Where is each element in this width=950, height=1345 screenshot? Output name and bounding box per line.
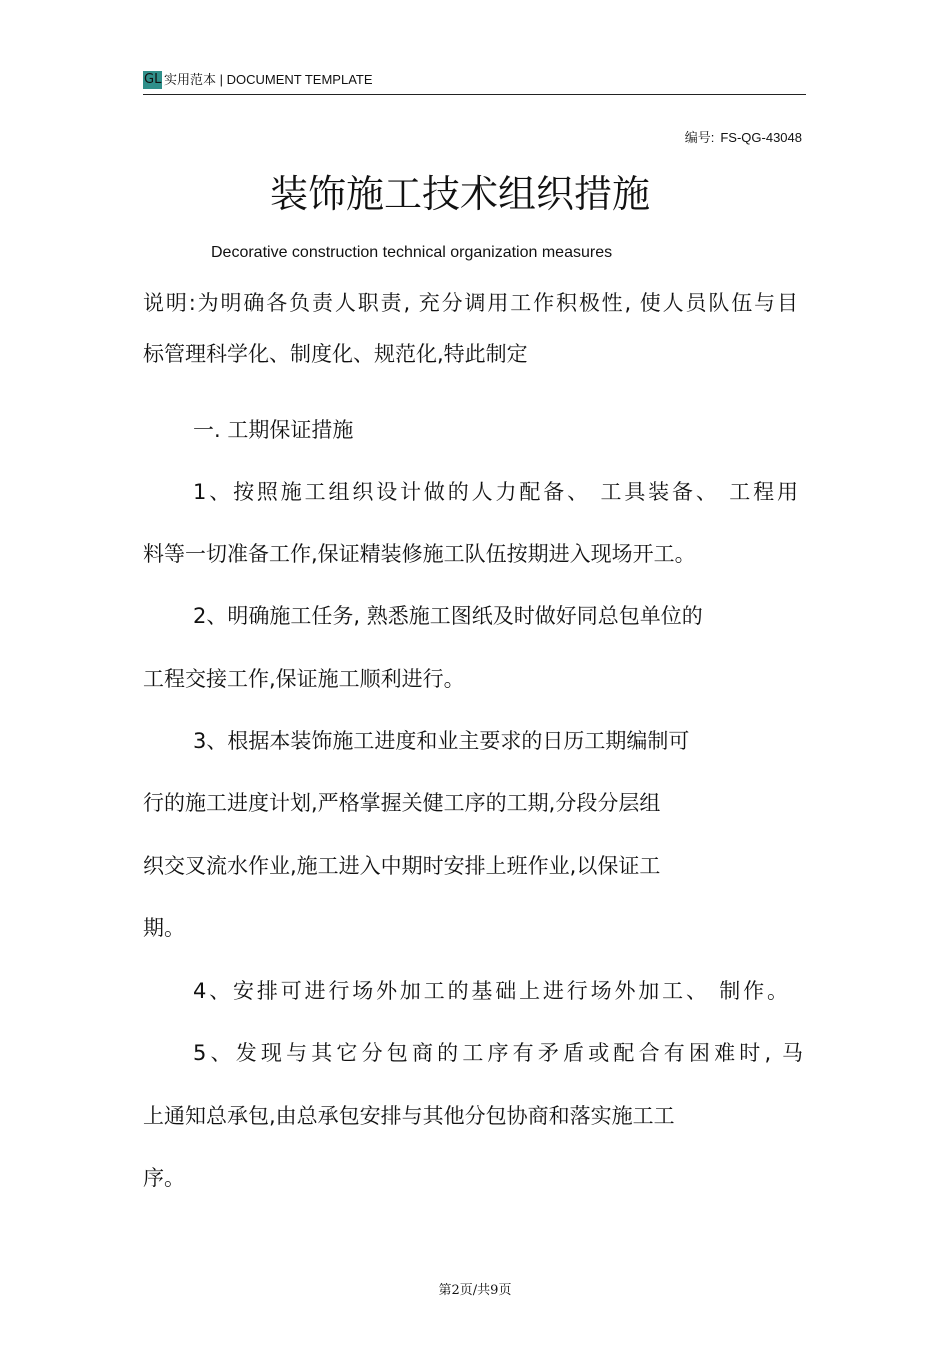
item-2-line-2: 工程交接工作,保证施工顺利进行。 (143, 667, 465, 691)
item-3-line-1: 3、根据本装饰施工进度和业主要求的日历工期编制可 (193, 729, 690, 753)
item-4-line-1: 4、安排可进行场外加工的基础上进行场外加工、 制作。 (193, 979, 788, 1003)
item-5-line-2: 上通知总承包,由总承包安排与其他分包协商和落实施工工 (143, 1104, 675, 1128)
header-text: 实用范本 | DOCUMENT TEMPLATE (164, 72, 373, 87)
item-5-line-3: 序。 (143, 1166, 185, 1190)
item-3-line-4: 期。 (143, 916, 185, 940)
document-number (679, 127, 802, 146)
item-2-line-1: 2、明确施工任务, 熟悉施工图纸及时做好同总包单位的 (193, 604, 703, 628)
intro-line-2: 标管理科学化、制度化、规范化,特此制定 (143, 342, 528, 366)
document-number-label: 编号: (684, 130, 715, 145)
document-subtitle: Decorative construction technical organization measures (211, 244, 613, 261)
section-heading: 一. 工期保证措施 (193, 418, 354, 442)
page-footer: 第2页/共9页 (438, 1283, 512, 1298)
item-1-line-1: 1、按照施工组织设计做的人力配备、 工具装备、 工程用 (193, 480, 798, 504)
logo: GL (144, 72, 162, 87)
item-3-line-3: 织交叉流水作业,施工进入中期时安排上班作业,以保证工 (143, 854, 661, 878)
item-1-line-2: 料等一切准备工作,保证精装修施工队伍按期进入现场开工。 (143, 542, 696, 566)
document-title: 装饰施工技术组织措施 (269, 172, 650, 216)
document-number-value: FS-QG-43048 (720, 130, 802, 145)
intro-line-1: 说明:为明确各负责人职责, 充分调用工作积极性, 使人员队伍与目 (143, 291, 798, 315)
item-5-line-1: 5、发现与其它分包商的工序有矛盾或配合有困难时, 马 (193, 1041, 803, 1065)
item-3-line-2: 行的施工进度计划,严格掌握关健工序的工期,分段分层组 (143, 791, 661, 815)
page-header (143, 70, 806, 95)
